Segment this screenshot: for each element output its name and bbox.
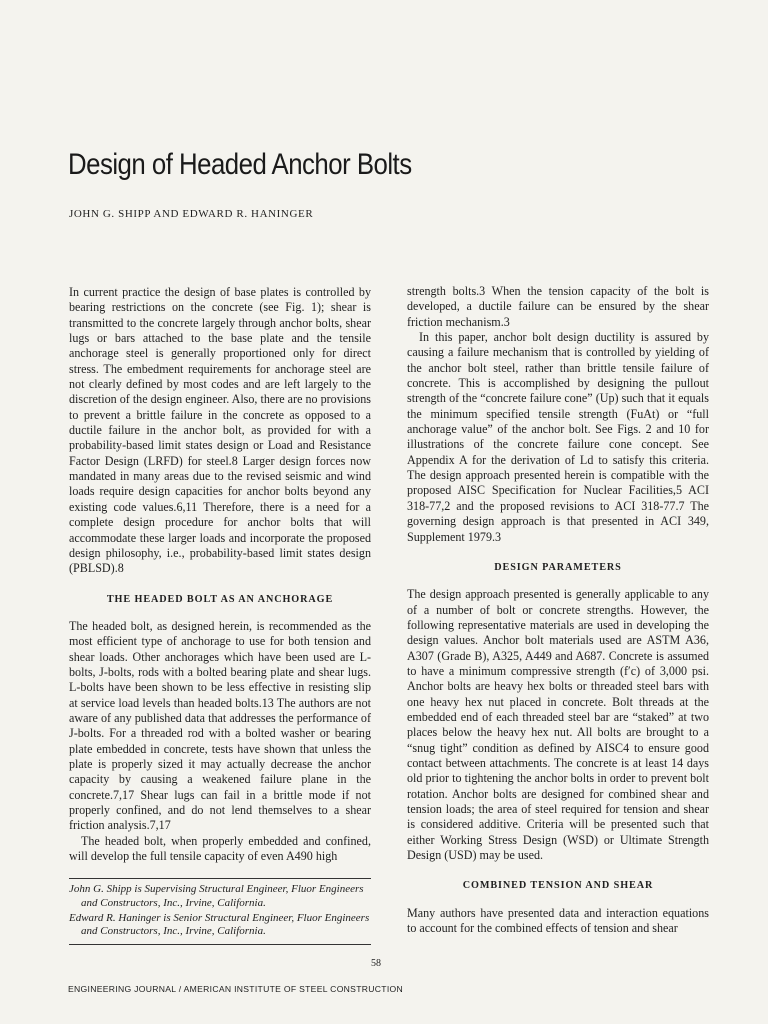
footnote-shipp: John G. Shipp is Supervising Structural Engineer, Fluor Engineers and Constructors, Inc., Irvine, California.	[69, 883, 364, 909]
anchorage-paragraph-2: The headed bolt, when properly embedded and confined, will develop the full tensile capacity of even A490 high	[69, 833, 371, 864]
ductility-paragraph: In this paper, anchor bolt design ductility is assured by causing a failure mechanism that is controlled by yielding of the anchor bolt steel, rather than brittle tensile failure of concrete. This is accomplished by designing the pullout strength of the “concrete failure cone” (Up) such that it equals the minimum specified tensile strength (FuAt) or “full anchorage value” of the anchor bolt. See Figs. 2 and 10 for illustrations of the concrete failure cone concept. See Appendix A for the derivation of Ld to satisfy this criteria. The design approach presented herein is compatible with the proposed AISC Specification for Nuclear Facilities,5 ACI 318-77,2 and the proposed revisions to ACI 318-77.7 The governing design approach is that presented in ACI 349, Supplement 1979.3	[407, 330, 709, 544]
continued-paragraph: strength bolts.3 When the tension capacity of the bolt is developed, a ductile failure can be ensured by the shear friction mechanism.3	[407, 284, 709, 329]
anchorage-paragraph-1: The headed bolt, as designed herein, is recommended as the most efficient type of anchorage to use for both tension and shear loads. Other anchorages which have been used are L-bolts, J-bolts, rods with a bolted bearing plate and shear lugs. L-bolts have been shown to be less effective in resisting slip at service load levels than headed bolts.13 The authors are not aware of any published data that addresses the performance of J-bolts. For a threaded rod with a bolted washer or bearing plate embedded in concrete, tests have shown that unless the plate is properly sized it may actually decrease the anchor capacity by causing a weakened failure plane in the concrete.7,17 Shear lugs can fail in a brittle mode if not properly confined, and do not lend themselves to a shear friction analysis.7,17	[69, 618, 371, 833]
journal-footer: ENGINEERING JOURNAL / AMERICAN INSTITUTE OF STEEL CONSTRUCTION	[68, 984, 404, 994]
article-authors: JOHN G. SHIPP AND EDWARD R. HANINGER	[69, 208, 314, 220]
page-number: 58	[371, 958, 381, 969]
intro-paragraph: In current practice the design of base plates is controlled by bearing restrictions on the concrete (see Fig. 1); shear is transmitted to the concrete largely through anchor bolts, shear lugs or bars attached to the base plate and the tensile anchorage steel is generally proportioned only for direct stress. The embedment requirements for anchorage steel are not clearly defined by most codes and are left largely to the discretion of the design engineer. Also, there are no provisions to prevent a brittle failure in the concrete as opposed to a ductile failure in the anchor bolt, as provided for with a probability-based limit states design or Load and Resistance Factor Design (LRFD) for steel.8 Larger design forces now mandated in many areas due to the revised seismic and wind loads require design capacities for anchor bolts beyond any existing code values.6,11 Therefore, there is a need for a complete design procedure for anchor bolts that will accommodate these larger loads and incorporate the proposed design philosophy, i.e., probability-based limit states design (PBLSD).8	[69, 285, 371, 576]
right-column	[407, 284, 709, 936]
article-title: Design of Headed Anchor Bolts	[68, 148, 412, 181]
author-footnotes	[69, 878, 371, 944]
section-heading-parameters: DESIGN PARAMETERS	[494, 561, 622, 573]
section-heading-combined: COMBINED TENSION AND SHEAR	[462, 880, 654, 892]
left-column	[69, 285, 371, 945]
parameters-paragraph: The design approach presented is generally applicable to any of a number of bolt or concrete strengths. However, the following representative materials are used in developing the design values. Anchor bolt materials used are ASTM A36, A307 (Grade B), A325, A449 and A687. Concrete is assumed to have a minimum compressive strength (f′c) of 3,000 psi. Anchor bolts are heavy hex bolts or threaded steel bars with one heavy hex nut placed in concrete. Bolt threads at the embedded end of each threaded steel bar are “staked” at two places below the heavy hex nut. All bolts are brought to a “snug tight” condition as defined by AISC4 to ensure good contact between attachments. The concrete is at least 14 days old prior to tightening the anchor bolts in order to prevent bolt rotation. Anchor bolts are designed for combined shear and tension loads; the area of steel required for tension and shear is considered additive. Criteria will be presented such that either Working Stress Design (WSD) or Ultimate Strength Design (USD) may be used.	[407, 587, 709, 863]
combined-paragraph: Many authors have presented data and interaction equations to account for the combined effects of tension and shear	[407, 905, 709, 936]
footnote-haninger: Edward R. Haninger is Senior Structural Engineer, Fluor Engineers and Constructors, Inc., Irvine, California.	[69, 911, 370, 938]
section-heading-anchorage: THE HEADED BOLT AS AN ANCHORAGE	[106, 593, 334, 605]
